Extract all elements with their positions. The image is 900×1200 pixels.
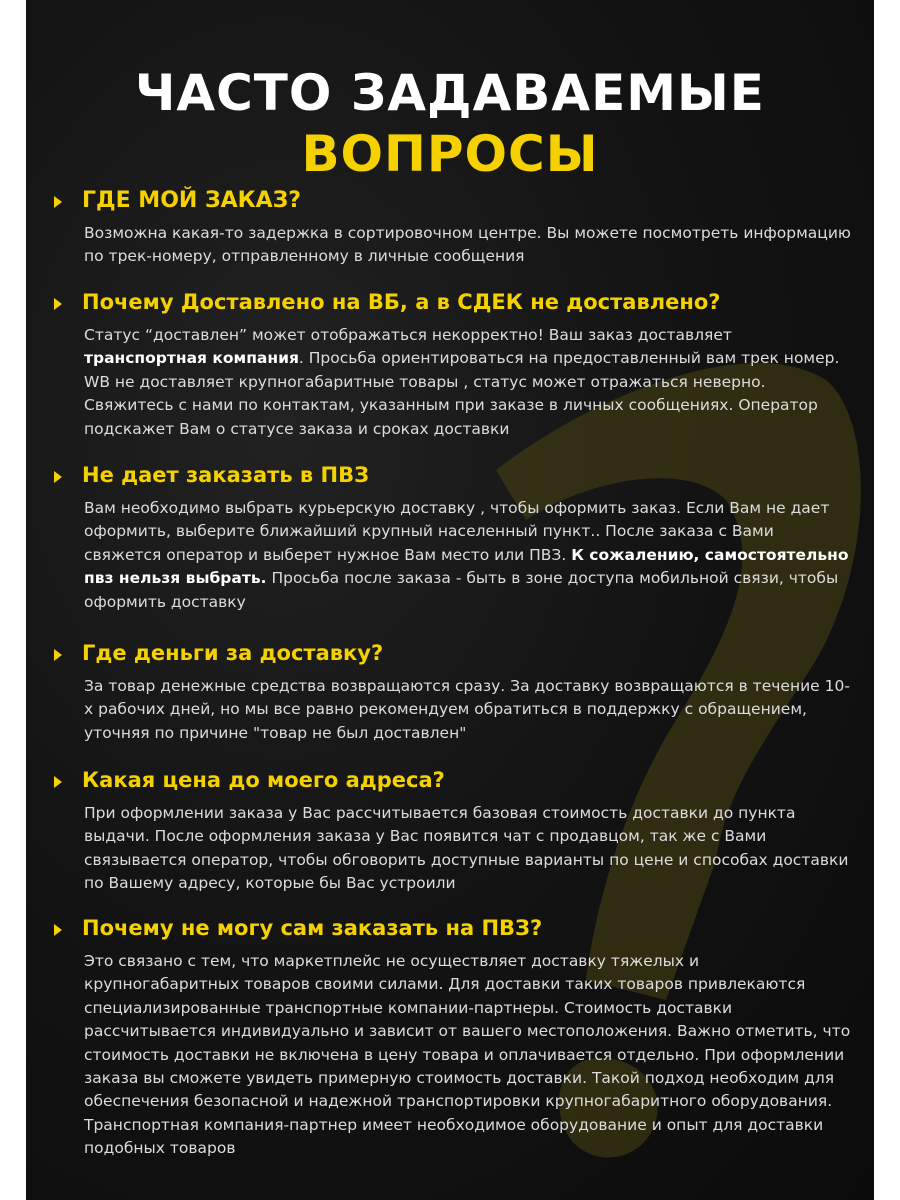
faq-question-text: ГДЕ МОЙ ЗАКАЗ? (82, 188, 302, 213)
bullet-arrow-icon (54, 776, 62, 788)
faq-item-self-order-pvz (26, 916, 874, 1161)
faq-answer: При оформлении заказа у Вас рассчитывается базовая стоимость доставки до пункта выдачи. После оформления заказа у Вас появится чат с продавцом, так же с Вами связывается оператор, чтобы обговорить доступные варианты по цене и способах доставки по Вашему адресу, которые бы Вас устроили (84, 804, 849, 893)
faq-question-text: Почему Доставлено на ВБ, а в СДЕК не доставлено? (82, 290, 721, 314)
page-title-line2: ВОПРОСЫ (301, 125, 599, 183)
faq-question-text: Где деньги за доставку? (82, 641, 384, 665)
answer-text: . Просьба ориентироваться на предоставленный вам трек номер. WB не доставляет крупногабаритные товары , статус может отражаться неверно. Свяжитесь с нами по контактам, указанным при заказе в личных сообщениях. Оператор подскажет Вам о статусе заказа и сроках доставки (84, 349, 840, 438)
faq-item-delivered-status (26, 290, 874, 441)
faq-item-delivery-price (26, 768, 874, 896)
bullet-arrow-icon (54, 196, 62, 208)
faq-answer (84, 324, 854, 441)
faq-question (26, 916, 874, 950)
faq-question (26, 290, 874, 324)
faq-question-text: Почему не могу сам заказать на ПВЗ? (82, 916, 543, 940)
page-title-line1: ЧАСТО ЗАДАВАЕМЫЕ (135, 64, 765, 122)
answer-text: Просьба после заказа - быть в зоне доступа мобильной связи, чтобы оформить доставку (84, 569, 839, 611)
faq-question-text: Не дает заказать в ПВЗ (82, 463, 370, 487)
answer-highlight: транспортная компания (84, 349, 299, 368)
faq-item-pickup-point (26, 463, 874, 614)
faq-question-text: Какая цена до моего адреса? (82, 768, 445, 792)
faq-item-delivery-money (26, 641, 874, 745)
bullet-arrow-icon (54, 924, 62, 936)
faq-answer (84, 497, 854, 614)
answer-highlight: К сожалению, самостоятельно пвз нельзя выбрать. (84, 545, 849, 588)
faq-answer: За товар денежные средства возвращаются сразу. За доставку возвращаются в течение 10-х рабочих дней, но мы все равно рекомендуем обратиться в поддержку с обращением, уточняя по причине "товар не был доставлен" (84, 677, 850, 742)
faq-question (26, 188, 874, 222)
faq-sheet (26, 0, 874, 1200)
faq-question (26, 463, 874, 497)
faq-question (26, 641, 874, 675)
faq-answer: Возможна какая-то задержка в сортировочном центре. Вы можете посмотреть информацию по трек-номеру, отправленному в личные сообщения (84, 224, 851, 266)
bullet-arrow-icon (54, 649, 62, 661)
bullet-arrow-icon (54, 471, 62, 483)
faq-question (26, 768, 874, 802)
answer-text: Вам необходимо выбрать курьерскую доставку , чтобы оформить заказ. Если Вам не дает оформить, выберите ближайший крупный населенный пункт.. После заказа с Вами свяжется оператор и выберет нужное Вам место или ПВЗ. (84, 499, 830, 564)
faq-item-where-order (26, 188, 874, 269)
answer-text: Статус “доставлен” может отображаться некорректно! Ваш заказ доставляет (84, 326, 732, 344)
faq-answer: Это связано с тем, что маркетплейс не осуществляет доставку тяжелых и крупногабаритных товаров своими силами. Для доставки таких товаров привлекаются специализированные транспортные компании-партнеры. Стоимость доставки рассчитывается индивидуально и зависит от вашего местоположения. Важно отметить, что стоимость доставки не включена в цену товара и оплачивается отдельно. При оформлении заказа вы сможете увидеть примерную стоимость доставки. Такой подход необходим для обеспечения безопасной и надежной транспортировки крупногабаритного оборудования. Транспортная компания-партнер имеет необходимое оборудование и опыт для доставки подобных товаров (84, 952, 851, 1158)
bullet-arrow-icon (54, 298, 62, 310)
